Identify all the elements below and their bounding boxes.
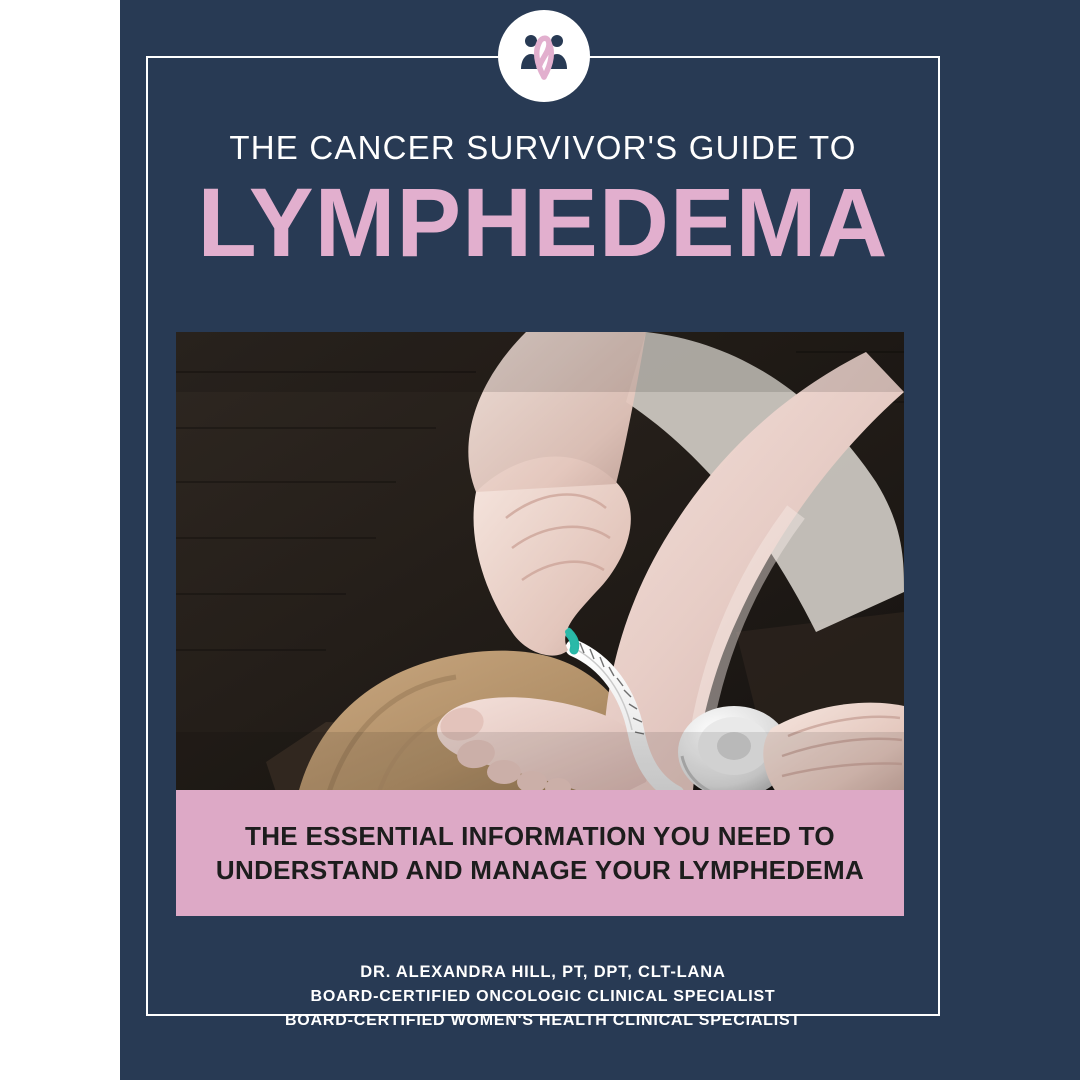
author-credential-1: BOARD-CERTIFIED ONCOLOGIC CLINICAL SPECIALIST [310,987,776,1005]
cover-photo [176,332,904,792]
page-title: LYMPHEDEMA [197,168,889,278]
subtitle-line-2: UNDERSTAND AND MANAGE YOUR LYMPHEDEMA [215,855,865,885]
cover-eyebrow-text: THE CANCER SURVIVOR'S GUIDE TO [229,129,857,166]
subtitle-banner [176,790,904,916]
pink-ribbon-icon [513,25,575,87]
subtitle-line-1: THE ESSENTIAL INFORMATION YOU NEED TO [245,820,835,851]
title-block [146,129,940,278]
author-credential-2: BOARD-CERTIFIED WOMEN'S HEALTH CLINICAL SPECIALIST [284,1011,802,1029]
subtitle-text [190,819,890,888]
author-name: DR. ALEXANDRA HILL, PT, DPT, CLT-LANA [360,963,726,981]
author-credentials-block [146,960,940,1033]
brand-logo-badge [498,10,590,102]
